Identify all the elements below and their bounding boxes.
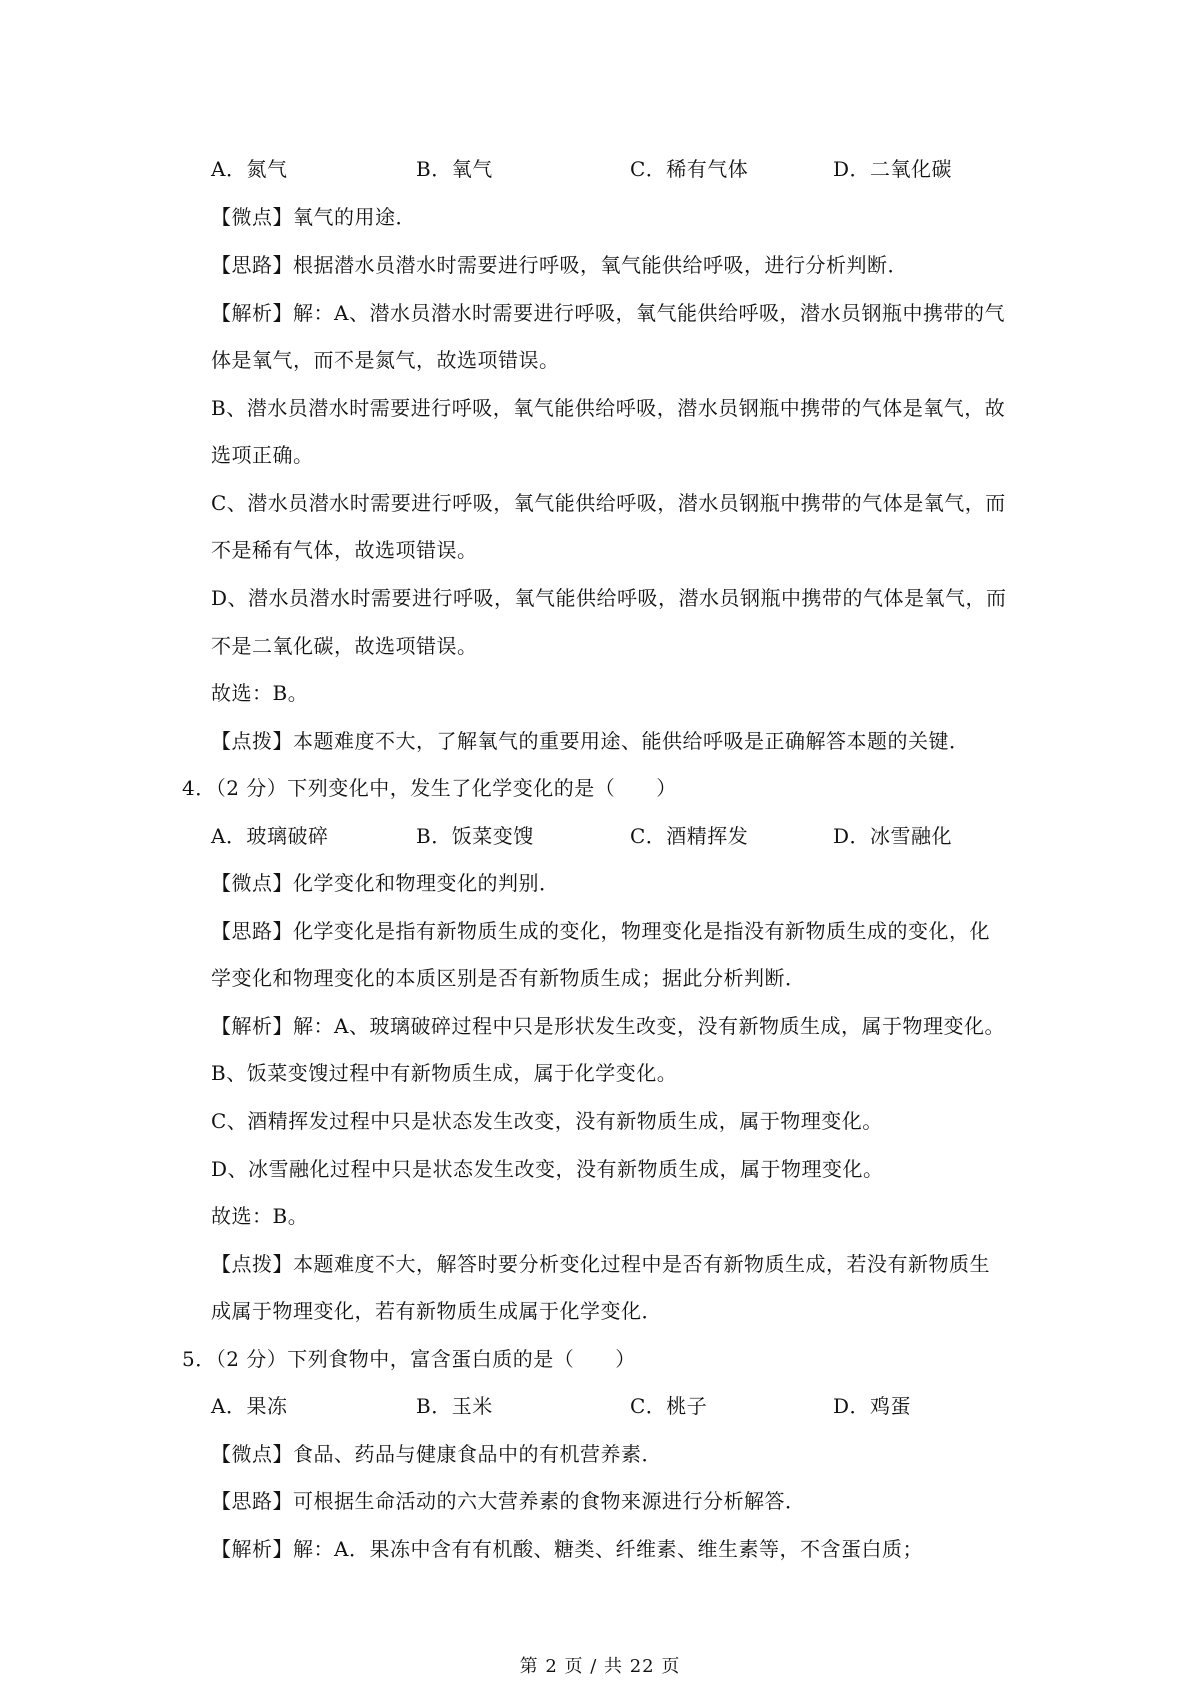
q4-analysis-line: 【解析】解：A、玻璃破碎过程中只是形状发生改变，没有新物质生成，属于物理变化。 [211, 1014, 1005, 1038]
q3-analysis-line: D、潜水员潜水时需要进行呼吸，氧气能供给呼吸，潜水员钢瓶中携带的气体是氧气，而 [211, 586, 1007, 610]
q3-option-b: B．氧气 [416, 157, 493, 181]
q3-tip: 【点拨】本题难度不大，了解氧气的重要用途、能供给呼吸是正确解答本题的关键． [211, 729, 970, 753]
q3-analysis-line: 选项正确。 [211, 443, 314, 467]
q5-option-a: A．果冻 [211, 1394, 288, 1418]
q3-analysis-line: B、潜水员潜水时需要进行呼吸，氧气能供给呼吸，潜水员钢瓶中携带的气体是氧气，故 [211, 396, 1006, 420]
q4-micro-point: 【微点】化学变化和物理变化的判别． [211, 871, 560, 895]
q4-tip-line: 【点拨】本题难度不大，解答时要分析变化过程中是否有新物质生成，若没有新物质生 [211, 1252, 990, 1276]
q4-analysis-line: D、冰雪融化过程中只是状态发生改变，没有新物质生成，属于物理变化。 [211, 1157, 884, 1181]
q4-idea-line: 学变化和物理变化的本质区别是否有新物质生成；据此分析判断． [211, 966, 806, 990]
q3-option-d: D．二氧化碳 [833, 157, 953, 181]
q5-option-d: D．鸡蛋 [833, 1394, 912, 1418]
q3-idea: 【思路】根据潜水员潜水时需要进行呼吸，氧气能供给呼吸，进行分析判断． [211, 253, 908, 277]
q4-answer: 故选：B。 [211, 1204, 309, 1228]
q4-analysis-line: C、酒精挥发过程中只是状态发生改变，没有新物质生成，属于物理变化。 [211, 1109, 883, 1133]
q3-option-a: A．氮气 [211, 157, 288, 181]
q5-option-b: B．玉米 [416, 1394, 493, 1418]
q3-analysis-line: C、潜水员潜水时需要进行呼吸，氧气能供给呼吸，潜水员钢瓶中携带的气体是氧气，而 [211, 491, 1006, 515]
q4-option-a: A．玻璃破碎 [211, 824, 329, 848]
q5-analysis-line: 【解析】解：A．果冻中含有有机酸、糖类、纤维素、维生素等，不含蛋白质； [211, 1537, 923, 1561]
q4-option-d: D．冰雪融化 [833, 824, 953, 848]
q4-question: 4．（2 分）下列变化中，发生了化学变化的是（ ） [182, 776, 677, 800]
q3-analysis-line: 不是稀有气体，故选项错误。 [211, 538, 478, 562]
page-number-footer: 第 2 页 / 共 22 页 [519, 1656, 681, 1677]
q4-option-b: B．饭菜变馊 [416, 824, 534, 848]
q3-micro-point: 【微点】氧气的用途． [211, 205, 416, 229]
q5-question: 5．（2 分）下列食物中，富含蛋白质的是（ ） [182, 1347, 636, 1371]
q3-analysis-line: 体是氧气，而不是氮气，故选项错误。 [211, 348, 560, 372]
q5-option-c: C．桃子 [630, 1394, 708, 1418]
q4-idea-line: 【思路】化学变化是指有新物质生成的变化，物理变化是指没有新物质生成的变化，化 [211, 919, 990, 943]
q4-option-c: C．酒精挥发 [630, 824, 749, 848]
q4-analysis-line: B、饭菜变馊过程中有新物质生成，属于化学变化。 [211, 1061, 678, 1085]
q3-analysis-line: 【解析】解：A、潜水员潜水时需要进行呼吸，氧气能供给呼吸，潜水员钢瓶中携带的气 [211, 301, 1005, 325]
q4-tip-line: 成属于物理变化，若有新物质生成属于化学变化． [211, 1299, 662, 1323]
q3-analysis-line: 不是二氧化碳，故选项错误。 [211, 634, 478, 658]
q3-option-c: C．稀有气体 [630, 157, 749, 181]
q5-idea: 【思路】可根据生命活动的六大营养素的食物来源进行分析解答． [211, 1489, 806, 1513]
q5-micro-point: 【微点】食品、药品与健康食品中的有机营养素． [211, 1442, 662, 1466]
q3-answer: 故选：B。 [211, 681, 309, 705]
